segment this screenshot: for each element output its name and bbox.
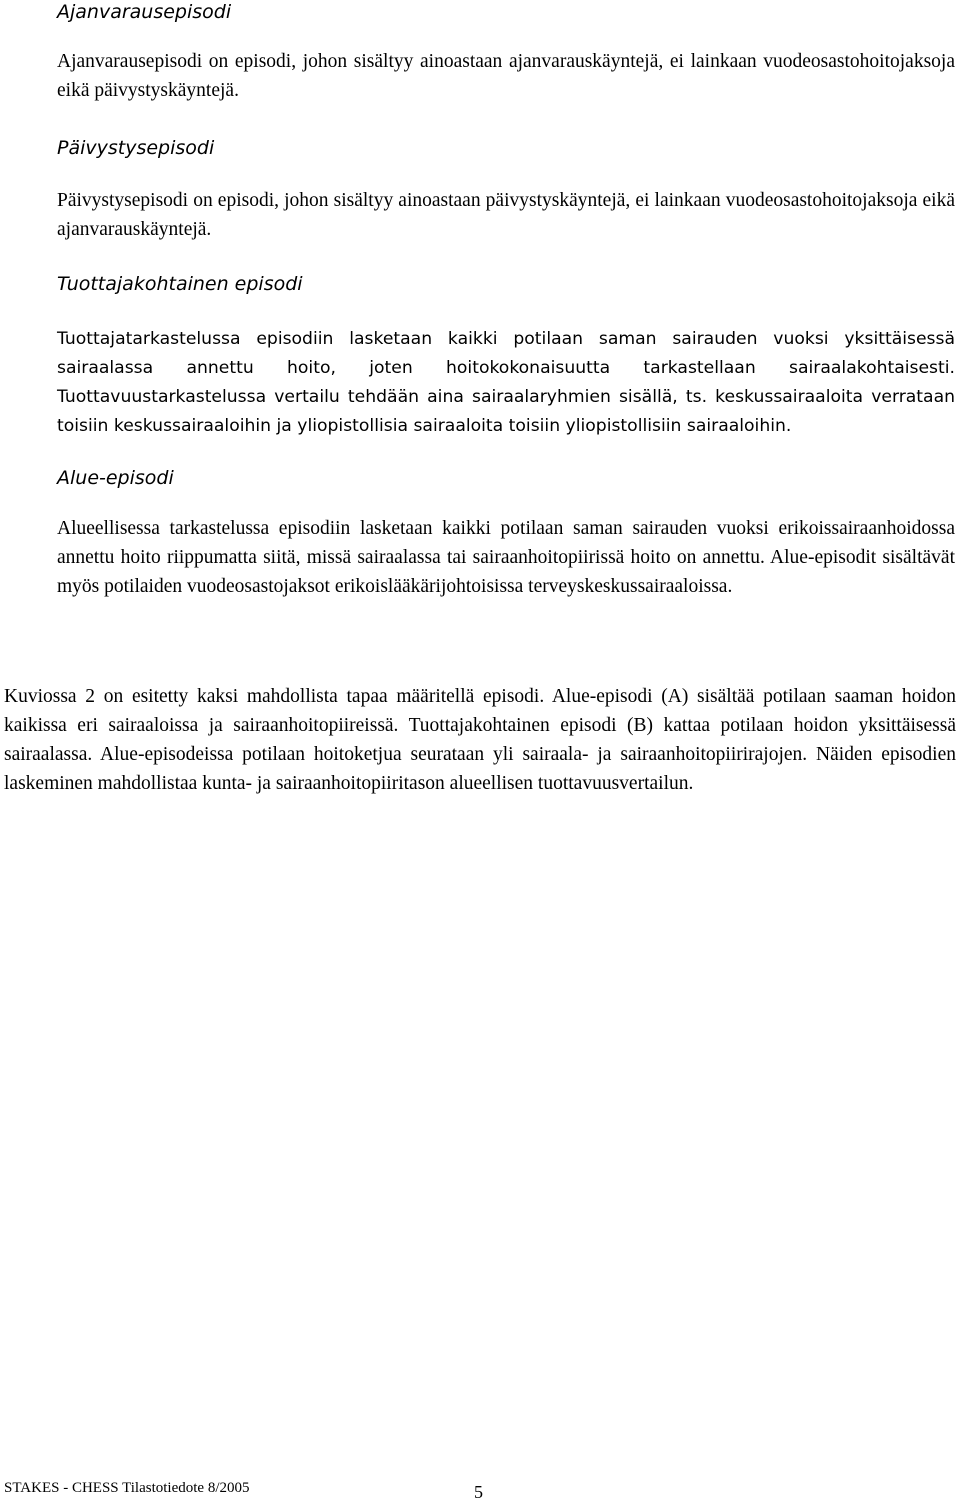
section-body-alue-episodi: Alueellisessa tarkastelussa episodiin lasketaan kaikki potilaan saman sairauden vuoksi erikoissairaanhoidossa annettu hoito riippumatta siitä, missä sairaalassa tai sairaanhoitopiirissä hoito on annettu. Alue-episodit sisältävät myös potilaiden vuodeosastojaksot erikoislääkärijohtoisissa terveyskeskussairaaloissa. bbox=[57, 518, 955, 597]
main-paragraph: Kuviossa 2 on esitetty kaksi mahdollista tapaa määritellä episodi. Alue-episodi (A) sisältää potilaan saaman hoidon kaikissa eri sairaaloissa ja sairaanhoitopiireissä. Tuottajakohtainen episodi (B) kattaa potilaan hoidon yksittäisessä sairaalassa. Alue-episodeissa potilaan hoitoketjua seurataan yli sairaala- ja sairaanhoitopiirirajojen. Näiden episodien laskeminen mahdollistaa kunta- ja sairaanhoitopiiritason alueellisen tuottavuusvertailun. bbox=[4, 686, 956, 794]
section-heading-ajanvarausepisodi: Ajanvarausepisodi bbox=[57, 1, 232, 23]
section-body-tuottajakohtainen-episodi: Tuottajatarkastelussa episodiin lasketaan kaikki potilaan saman sairauden vuoksi yksittäisessä sairaalassa annettu hoito, joten hoitokokonaisuutta tarkastellaan sairaalakohtaisesti. Tuottavuustarkastelussa vertailu tehdään aina sairaalaryhmien sisällä, ts. keskussairaaloita verrataan toisiin keskussairaaloihin ja yliopistollisia sairaaloita toisiin yliopistollisiin sairaaloihin. bbox=[57, 329, 955, 436]
section-heading-tuottajakohtainen-episodi: Tuottajakohtainen episodi bbox=[57, 273, 303, 295]
section-body-paivystysepisodi: Päivystysepisodi on episodi, johon sisältyy ainoastaan päivystyskäyntejä, ei lainkaan vuodeosastohoitojaksoja eikä ajanvarauskäyntejä. bbox=[57, 190, 955, 240]
section-body-ajanvarausepisodi: Ajanvarausepisodi on episodi, johon sisältyy ainoastaan ajanvarauskäyntejä, ei lainkaan vuodeosastohoitojaksoja eikä päivystyskäyntejä. bbox=[57, 51, 955, 101]
section-heading-paivystysepisodi: Päivystysepisodi bbox=[57, 137, 215, 159]
section-heading-alue-episodi: Alue-episodi bbox=[57, 467, 174, 489]
footer-page-number: 5 bbox=[474, 1482, 483, 1502]
footer-publication: STAKES - CHESS Tilastotiedote 8/2005 bbox=[4, 1480, 250, 1496]
